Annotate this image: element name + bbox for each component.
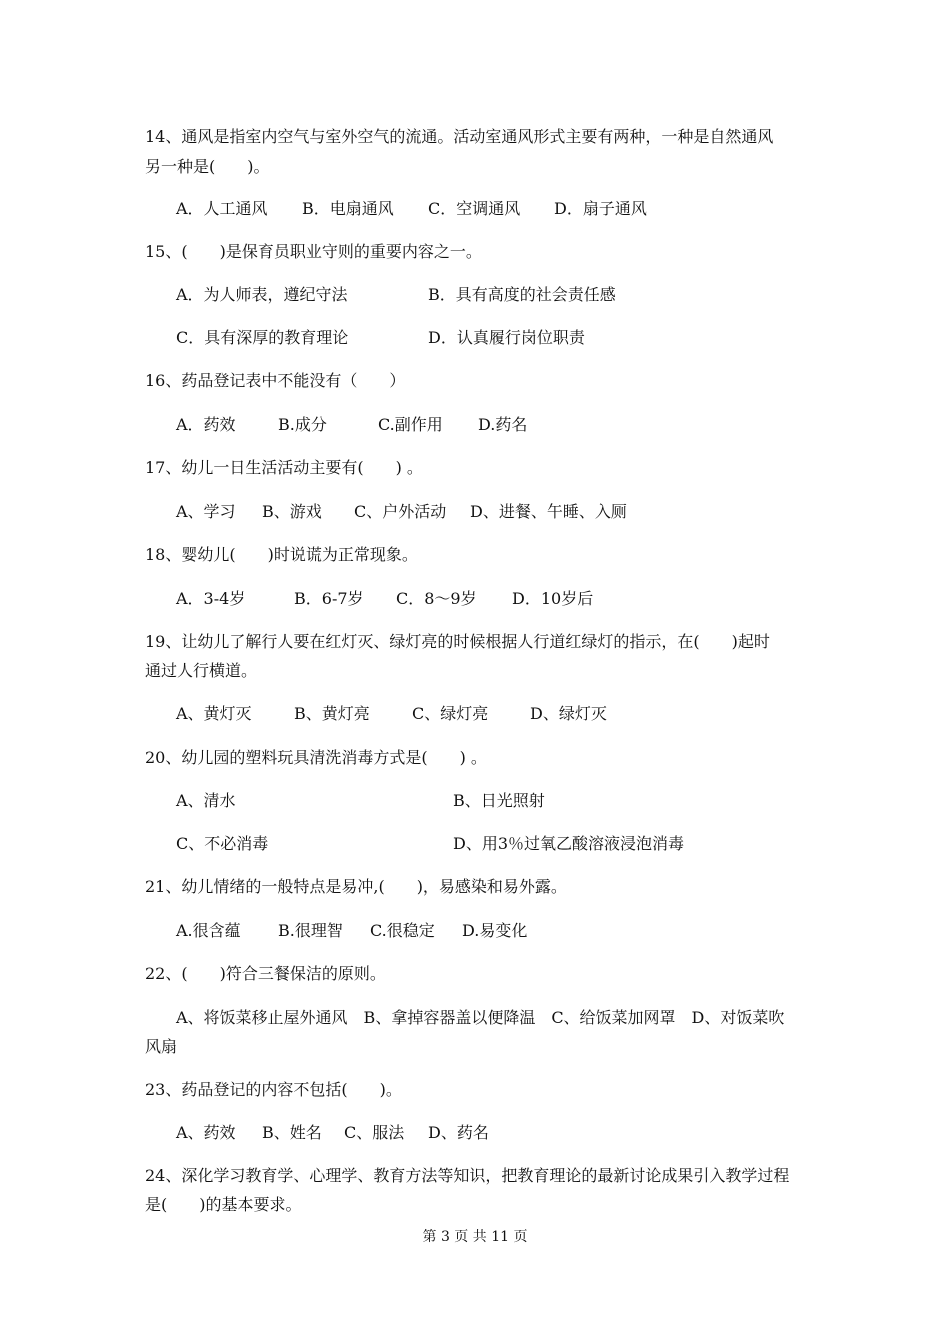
question-22-stem: 22、( )符合三餐保洁的原则。 bbox=[145, 964, 386, 983]
option-a: A、学习 bbox=[176, 502, 236, 521]
question-19-stem-line-2: 通过人行横道。 bbox=[145, 661, 258, 680]
option-d: D、绿灯灭 bbox=[530, 704, 607, 723]
option-c: C．具有深厚的教育理论 bbox=[176, 328, 349, 347]
question-24-stem-line-2: 是( )的基本要求。 bbox=[145, 1195, 302, 1214]
option-d: D．10岁后 bbox=[512, 589, 594, 608]
question-18-stem: 18、婴幼儿( )时说谎为正常现象。 bbox=[145, 545, 418, 564]
option-b: B、黄灯亮 bbox=[294, 704, 370, 723]
option-b: B．电扇通风 bbox=[302, 199, 394, 218]
option-c: C、服法 bbox=[344, 1123, 405, 1142]
option-c: C、绿灯亮 bbox=[412, 704, 489, 723]
option-b: B.很理智 bbox=[278, 921, 343, 940]
option-c: C．空调通风 bbox=[428, 199, 521, 218]
option-c: C、户外活动 bbox=[354, 502, 447, 521]
question-23-stem: 23、药品登记的内容不包括( )。 bbox=[145, 1080, 402, 1099]
option-c: C、不必消毒 bbox=[176, 834, 269, 853]
option-b: B．6-7岁 bbox=[294, 589, 364, 608]
option-d: D.药名 bbox=[478, 415, 528, 434]
question-17-stem: 17、幼儿一日生活活动主要有( ) 。 bbox=[145, 458, 423, 477]
option-d: D．认真履行岗位职责 bbox=[428, 328, 585, 347]
question-14-stem-line-2: 另一种是( )。 bbox=[145, 157, 270, 176]
option-b: B．具有高度的社会责任感 bbox=[428, 285, 616, 304]
question-22-options-line-1: A、将饭菜移止屋外通风 B、拿掉容器盖以便降温 C、给饭菜加网罩 D、对饭菜吹 bbox=[176, 1008, 785, 1027]
option-d: D．扇子通风 bbox=[554, 199, 647, 218]
question-20-stem: 20、幼儿园的塑料玩具清洗消毒方式是( ) 。 bbox=[145, 748, 487, 767]
question-22-options-line-2: 风扇 bbox=[145, 1037, 178, 1056]
option-d: D、进餐、午睡、入厕 bbox=[470, 502, 627, 521]
option-c: C．8～9岁 bbox=[396, 589, 477, 608]
question-21-stem: 21、幼儿情绪的一般特点是易冲,( )，易感染和易外露。 bbox=[145, 877, 567, 896]
option-a: A、清水 bbox=[176, 791, 236, 810]
option-a: A．3-4岁 bbox=[176, 589, 246, 608]
question-14-stem-line-1: 14、通风是指室内空气与室外空气的流通。活动室通风形式主要有两种，一种是自然通风 bbox=[145, 127, 774, 146]
option-a: A．药效 bbox=[176, 415, 236, 434]
option-c: C.副作用 bbox=[378, 415, 443, 434]
option-a: A、黄灯灭 bbox=[176, 704, 252, 723]
question-16-stem: 16、药品登记表中不能没有（ ） bbox=[145, 371, 406, 390]
option-b: B、游戏 bbox=[262, 502, 322, 521]
option-b: B、日光照射 bbox=[453, 791, 545, 810]
option-c: C.很稳定 bbox=[370, 921, 435, 940]
option-d: D、药名 bbox=[428, 1123, 489, 1142]
option-b: B、姓名 bbox=[262, 1123, 322, 1142]
question-15-stem: 15、( )是保育员职业守则的重要内容之一。 bbox=[145, 242, 482, 261]
option-a: A．人工通风 bbox=[176, 199, 268, 218]
question-19-stem-line-1: 19、让幼儿了解行人要在红灯灭、绿灯亮的时候根据人行道红绿灯的指示，在( )起时 bbox=[145, 632, 770, 651]
page-number-footer: 第 3 页 共 11 页 bbox=[422, 1229, 528, 1245]
option-a: A.很含蕴 bbox=[176, 921, 241, 940]
option-b: B.成分 bbox=[278, 415, 327, 434]
option-d: D.易变化 bbox=[462, 921, 528, 940]
option-a: A．为人师表，遵纪守法 bbox=[176, 285, 348, 304]
question-24-stem-line-1: 24、深化学习教育学、心理学、教育方法等知识，把教育理论的最新讨论成果引入教学过程 bbox=[145, 1166, 790, 1185]
option-a: A、药效 bbox=[176, 1123, 236, 1142]
option-d: D、用3％过氧乙酸溶液浸泡消毒 bbox=[453, 834, 685, 853]
